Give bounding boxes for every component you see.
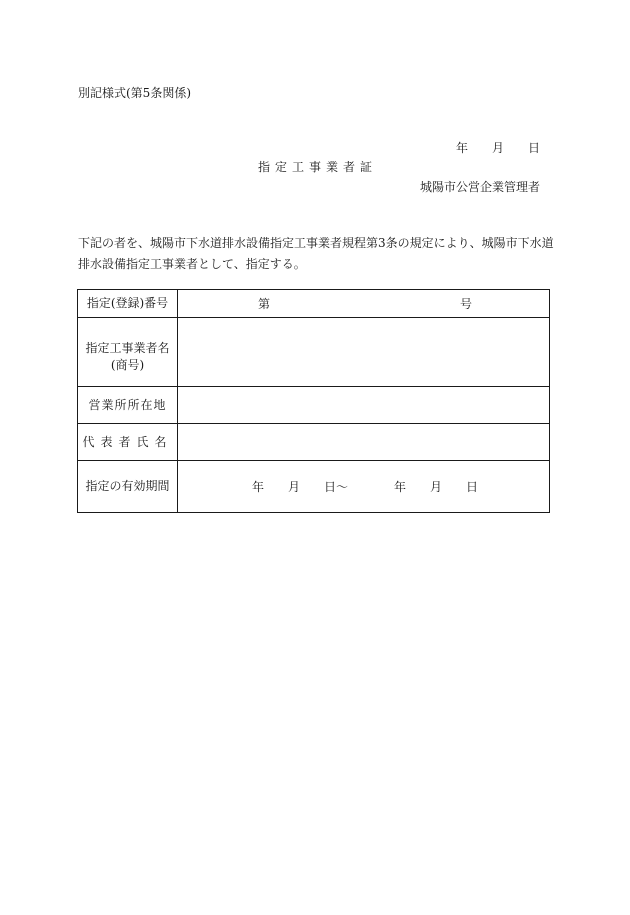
registration-number-label-text: 指定(登録)番号: [86, 296, 169, 311]
validity-end-month: 月: [430, 479, 443, 494]
representative-label-text: 代表者氏名: [82, 434, 173, 449]
validity-end-year: 年: [394, 479, 407, 494]
contractor-name-value: [178, 318, 550, 387]
contractor-name-label: [78, 318, 178, 387]
body-text-line-2: 排水設備指定工事業者として、指定する。: [78, 257, 306, 271]
validity-start-year: 年: [252, 479, 265, 494]
validity-period-value: [178, 461, 550, 513]
validity-period-label-text: 指定の有効期間: [85, 479, 170, 494]
contractor-name-label-line1: 指定工事業者名: [85, 341, 170, 355]
table-row-representative: [78, 424, 550, 461]
date-month-label: 月: [492, 141, 505, 155]
document-title: 指定工事業者証: [258, 160, 378, 174]
date-year-label: 年: [456, 141, 469, 155]
form-reference: 別記様式(第5条関係): [78, 86, 191, 100]
validity-start-day: 日～: [324, 479, 349, 494]
registration-prefix: 第: [258, 296, 271, 311]
table-row-contractor-name: [78, 318, 550, 387]
validity-start-month: 月: [288, 479, 301, 494]
office-address-label: [78, 387, 178, 424]
validity-end-day: 日: [466, 479, 479, 494]
office-address-label-text: 営業所所在地: [88, 397, 167, 412]
office-address-value: [178, 387, 550, 424]
table-row-registration: [78, 290, 550, 318]
body-text-line-1: 下記の者を、城陽市下水道排水設備指定工事業者規程第3条の規定により、城陽市下水道: [78, 236, 554, 250]
registration-number-label: [78, 290, 178, 318]
certificate-table: [77, 289, 550, 513]
contractor-name-label-line2: (商号): [110, 357, 145, 372]
registration-suffix: 号: [460, 296, 473, 311]
registration-number-value: [178, 290, 550, 318]
table-row-office-address: [78, 387, 550, 424]
representative-label: [78, 424, 178, 461]
representative-value: [178, 424, 550, 461]
validity-period-label: [78, 461, 178, 513]
issuer-name: 城陽市公営企業管理者: [420, 180, 541, 194]
date-day-label: 日: [528, 141, 541, 155]
table-row-validity-period: [78, 461, 550, 513]
